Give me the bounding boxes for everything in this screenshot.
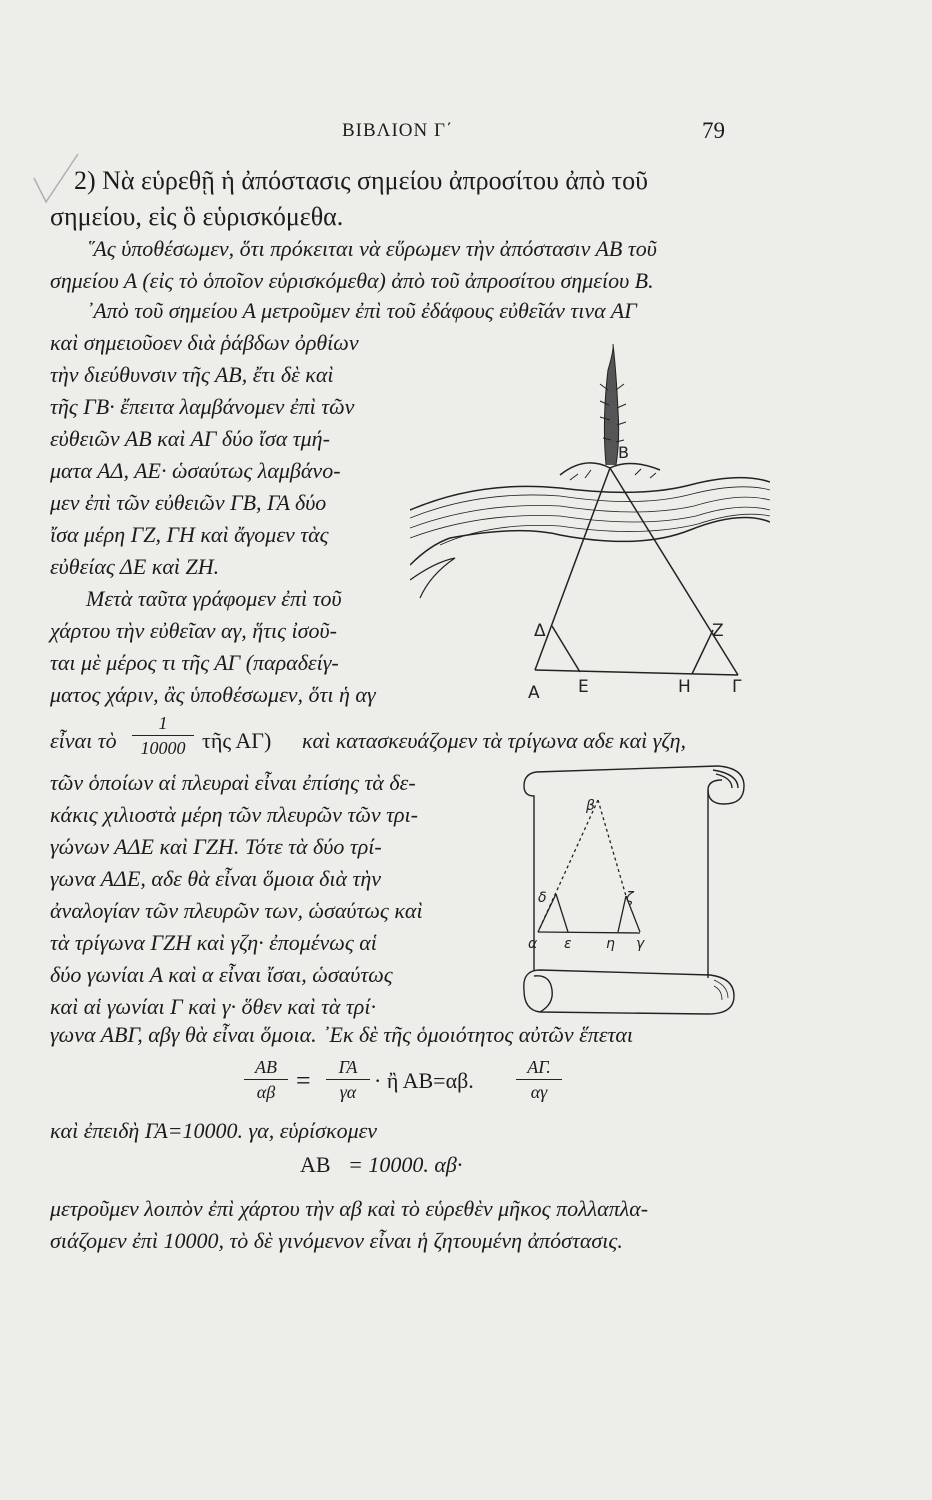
- river: [410, 478, 770, 598]
- page-number: 79: [702, 118, 725, 143]
- text-line: σημείου Α (εἰς τὸ ὁποῖον εὑρισκόμεθα) ἀπὸ τοῦ ἀπροσίτου σημείου Β.: [50, 268, 654, 293]
- fraction-AG-ag: [516, 1056, 562, 1103]
- text-line: ᾽Απὸ τοῦ σημείου Α μετροῦμεν ἐπὶ τοῦ ἐδάφους εὐθεῖάν τινα ΑΓ: [86, 298, 637, 323]
- label-G: Γ: [732, 677, 742, 697]
- text-line: τὴν διεύθυνσιν τῆς ΑΒ, ἔτι δὲ καὶ: [50, 362, 334, 387]
- label-b: β: [586, 798, 595, 814]
- text-line: ματα ΑΔ, ΑΕ· ὡσαύτως λαμβάνο-: [50, 458, 341, 483]
- fraction-numerator: ΑΓ.: [527, 1057, 551, 1077]
- label-z: ζ: [626, 890, 634, 906]
- small-triangle: [538, 800, 640, 933]
- label-H: Η: [678, 677, 691, 697]
- text-line: γωνα ΑΒΓ, αβγ θὰ εἶναι ὅμοια. ᾽Εκ δὲ τῆς ὁμοιότητος αὐτῶν ἕπεται: [50, 1022, 634, 1047]
- closing-line-1: μετροῦμεν λοιπὸν ἐπὶ χάρτου τὴν αβ καὶ τὸ εὑρεθὲν μῆκος πολλαπλα-: [50, 1196, 649, 1221]
- fraction-denominator: αβ: [256, 1082, 276, 1102]
- fraction-bar: [132, 735, 194, 736]
- fraction-denominator: αγ: [530, 1082, 548, 1102]
- text-line: καὶ σημειοῦοεν διὰ ῥάβδων ὀρθίων: [50, 330, 359, 355]
- closing-line-2: σιάζομεν ἐπὶ 10000, τὸ δὲ γινόμενον εἶναι ἡ ζητουμένη ἀπόστασις.: [50, 1228, 623, 1253]
- since-line: καὶ ἐπειδὴ ΓΑ=10000. γα, εὑρίσκομεν: [50, 1118, 378, 1143]
- field-figure: [410, 330, 770, 710]
- problem-line-2: σημείου, εἰς ὃ εὑρισκόμεθα.: [50, 202, 344, 231]
- running-header: ΒΙΒΛΙΟΝ Γ΄: [342, 120, 454, 141]
- label-a: α: [528, 936, 538, 952]
- label-B: Β: [618, 443, 629, 462]
- text-line: τῆς ΓΒ· ἔπειτα λαμβάνομεν ἐπὶ τῶν: [50, 394, 355, 419]
- text-line: χάρτου τὴν εὐθεῖαν αγ, ἥτις ἰσοῦ-: [50, 618, 337, 643]
- ratio-after-italic: καὶ κατασκευάζομεν τὰ τρίγωνα αδε καὶ γζη,: [302, 728, 687, 753]
- text-line: μεν ἐπὶ τῶν εὐθειῶν ΓΒ, ΓΑ δύο: [50, 490, 327, 515]
- fraction-1-over-10000: [132, 712, 194, 759]
- text-line: Μετὰ ταῦτα γράφομεν ἐπὶ τοῦ: [86, 586, 342, 611]
- problem-line-1: 2) Νὰ εὑρεθῇ ἡ ἀπόστασις σημείου ἀπροσίτου ἀπὸ τοῦ: [74, 166, 648, 195]
- pencil-checkmark: [28, 148, 88, 208]
- equation-middle: · ἢ ΑΒ=αβ.: [374, 1068, 474, 1093]
- fraction-bar: [516, 1079, 562, 1080]
- text-line: τῶν ὁποίων αἱ πλευραὶ εἶναι ἐπίσης τὰ δε-: [50, 770, 416, 795]
- text-line: γωνα ΑΔΕ, αδε θὰ εἶναι ὅμοια διὰ τὴν: [50, 866, 382, 891]
- text-line: ται μὲ μέρος τι τῆς ΑΓ (παραδείγ-: [50, 650, 339, 675]
- text-line: δύο γωνίαι Α καὶ α εἶναι ἴσαι, ὡσαύτως: [50, 962, 393, 987]
- ratio-before: εἶναι τὸ: [50, 728, 117, 753]
- label-Z: Ζ: [712, 621, 724, 641]
- field-triangle: [535, 468, 738, 675]
- tree-at-B: [560, 344, 660, 480]
- equals-sign: =: [296, 1066, 311, 1095]
- label-g: γ: [636, 936, 645, 952]
- text-line: εὐθείας ΔΕ καὶ ΖΗ.: [50, 554, 220, 579]
- text-line: ματος χάριν, ἂς ὑποθέσωμεν, ὅτι ἡ αγ: [50, 682, 376, 707]
- text-line: ἴσα μέρη ΓΖ, ΓΗ καὶ ἄγομεν τὰς: [50, 522, 329, 547]
- text-line: τὰ τρίγωνα ΓΖΗ καὶ γζη· ἐπομένως αἱ: [50, 930, 377, 955]
- label-e: ε: [564, 936, 572, 952]
- text-line: καὶ αἱ γωνίαι Γ καὶ γ· ὅθεν καὶ τὰ τρί·: [50, 994, 376, 1019]
- fraction-GA-ga: [326, 1056, 370, 1103]
- label-A: Α: [528, 683, 540, 703]
- text-line: ἀναλογίαν τῶν πλευρῶν των, ὡσαύτως καὶ: [50, 898, 423, 923]
- fraction-numerator: ΑΒ: [255, 1057, 277, 1077]
- fraction-AB-ab: [244, 1056, 288, 1103]
- text-line: γώνων ΑΔΕ καὶ ΓΖΗ. Τότε τὰ δύο τρί-: [50, 834, 382, 859]
- text-line: ῞Ας ὑποθέσωμεν, ὅτι πρόκειται νὰ εὕρωμεν τὴν ἀπόστασιν ΑΒ τοῦ: [86, 236, 657, 261]
- text-line: εὐθειῶν ΑΒ καὶ ΑΓ δύο ἴσα τμή-: [50, 426, 330, 451]
- label-h: η: [606, 936, 615, 952]
- fraction-numerator: 1: [158, 713, 168, 733]
- fraction-bar: [244, 1079, 288, 1080]
- equation2-rhs: = 10000. αβ·: [348, 1152, 463, 1177]
- fraction-bar: [326, 1079, 370, 1080]
- fraction-numerator: ΓΑ: [338, 1057, 358, 1077]
- text-line: κάκις χιλιοστὰ μέρη τῶν πλευρῶν τῶν τρι-: [50, 802, 418, 827]
- label-E: Ε: [578, 677, 589, 697]
- label-d: δ: [538, 890, 547, 906]
- fraction-denominator: γα: [339, 1082, 357, 1102]
- equation2-lhs: ΑΒ: [300, 1152, 331, 1177]
- paper-scroll-figure: [518, 760, 750, 1022]
- fraction-denominator: 10000: [140, 738, 186, 758]
- label-D: Δ: [534, 621, 546, 641]
- ratio-after-upright: τῆς ΑΓ): [202, 728, 272, 753]
